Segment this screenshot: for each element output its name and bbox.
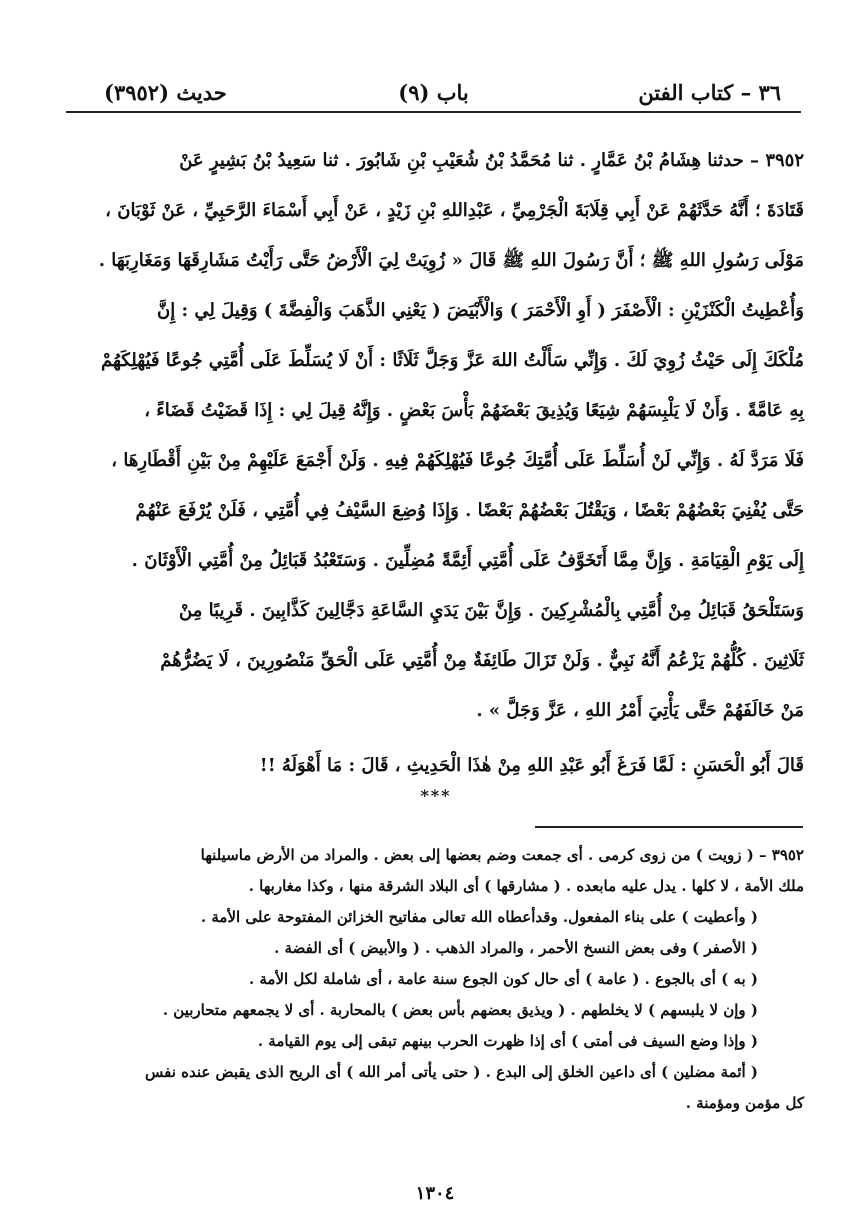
- footnote-line: ( وإذا وضع السيف فى أمتى ) أى إذا ظهرت الحرب بينهم تبقى إلى يوم القيامة .: [257, 1032, 758, 1050]
- narrator-comment: قَالَ أَبُو الْحَسَنِ : لَمَّا فَرَغَ أَبُو عَبْدِ اللهِ مِنْ هٰذَا الْحَدِيثِ ، قَالَ : مَا أَهْوَلَهُ !!: [259, 755, 804, 776]
- hadith-line: مُلْكَكَ إِلَى حَيْثُ زُوِيَ لَكَ . وَإِنِّي سَأَلْتُ اللهَ عَزَّ وَجَلَّ ثَلَاثًا : أَنْ لَا يُسَلِّطَ عَلَى أُمَّتِي جُوعًا فَيُهْلِكَهُمْ: [101, 350, 804, 371]
- footnote-line: كل مؤمن ومؤمنة .: [685, 1094, 804, 1112]
- hadith-line: حَتَّى يُفْنِيَ بَعْضُهُمْ بَعْضًا ، وَيَقْتُلَ بَعْضُهُمْ بَعْضًا . وَإِذَا وُضِعَ السَّيْفُ فِي أُمَّتِي ، فَلَنْ يُرْفَعَ عَنْهُمْ: [135, 500, 804, 521]
- page-number: ١٣٠٤: [415, 1183, 455, 1204]
- hadith-line: وَأُعْطِيتُ الْكَنْزَيْنِ : الْأَصْفَرَ ( أَوِ الْأَحْمَرَ ) وَالْأَبْيَضَ ( يَعْنِي الذَّهَبَ وَالْفِضَّةَ ) وَقِيلَ لِي : إِنَّ: [157, 300, 804, 321]
- hadith-line: ثَلَاثِينَ . كُلُّهُمْ يَزْعُمُ أَنَّهُ نَبِيٌّ . وَلَنْ تَزَالَ طَائِفَةٌ مِنْ أُمَّتِي عَلَى الْحَقِّ مَنْصُورِينَ ، لَا يَضُرُّهُمْ: [160, 650, 804, 671]
- footnote-line: ( به ) أى بالجوع . ( عامة ) أى حال كون الجوع سنة عامة ، أى شاملة لكل الأمة .: [248, 970, 758, 988]
- hadith-line: مَنْ خَالَفَهُمْ حَتَّى يَأْتِيَ أَمْرُ اللهِ ، عَزَّ وَجَلَّ » .: [476, 700, 804, 721]
- footnote-line: ( أئمة مضلين ) أى داعين الخلق إلى البدع . ( حتى يأتى أمر الله ) أى الريح الذى يقبض عنده نفس: [144, 1063, 758, 1081]
- footnotes: [76, 840, 804, 1119]
- footnote-line: ( وأعطيت ) على بناء المفعول. وقدأعطاه الله تعالى مفاتيح الخزائن المفتوحة على الأمة .: [200, 908, 758, 926]
- hadith-line: مَوْلَى رَسُولِ اللهِ ﷺ ؛ أَنَّ رَسُولَ اللهِ ﷺ قَالَ « زُوِيَتْ لِيَ الْأَرْضُ حَتَّى رَأَيْتُ مَشَارِقَهَا وَمَغَارِبَهَا .: [98, 250, 804, 271]
- hadith-text: [82, 136, 804, 736]
- footnote-line: ملك الأمة ، لا كلها . يدل عليه مابعده . ( مشارقها ) أى البلاد الشرقة منها ، وكذا مغاربها .: [248, 877, 804, 895]
- running-header: [66, 72, 801, 110]
- hadith-line: إِلَى يَوْمِ الْقِيَامَةِ . وَإِنَّ مِمَّا أَتَخَوَّفُ عَلَى أُمَّتِي أَئِمَّةً مُضِلِّينَ . وَسَتَعْبُدُ قَبَائِلُ مِنْ أُمَّتِي الْأَوْثَانَ .: [131, 550, 804, 571]
- hadith-line: وَسَتَلْحَقُ قَبَائِلُ مِنْ أُمَّتِي بِالْمُشْرِكِينَ . وَإِنَّ بَيْنَ يَدَيِ السَّاعَةِ دَجَّالِينَ كَذَّابِينَ . قَرِيبًا مِنْ: [179, 600, 804, 621]
- header-chapter: (٩) باب: [398, 80, 469, 105]
- footnote-line: ( وإن لا يلبسهم ) لا يخلطهم . ( ويذيق بعضهم بأس بعض ) بالمحاربة . أى لا يجمعهم متحاربين .: [162, 1001, 758, 1019]
- footnote-line: ( الأصفر ) وفى بعض النسخ الأحمر ، والمراد الذهب . ( والأبيض ) أى الفضة .: [274, 939, 758, 957]
- hadith-line: فَلَا مَرَدَّ لَهُ . وَإِنِّي لَنْ أُسَلِّطَ عَلَى أُمَّتِكَ جُوعًا فَيُهْلِكَهُمْ فِيهِ . وَلَنْ أَجْمَعَ عَلَيْهِمْ مِنْ بَيْنِ أَقْطَارِهَا ،: [111, 450, 804, 471]
- header-book-title: ٣٦ – كتاب الفتن: [638, 80, 781, 105]
- section-separator: ***: [420, 786, 452, 805]
- hadith-line: ٣٩٥٢ – حدثنا هِشَامُ بْنُ عَمَّارٍ . ثنا مُحَمَّدُ بْنُ شُعَيْبِ بْنِ شَابُورَ . ثنا سَعِيدُ بْنُ بَشِيرٍ عَنْ: [179, 150, 804, 171]
- hadith-number: ٣٩٥٢ –: [750, 150, 804, 171]
- hadith-line: بِهِ عَامَّةً . وَأَنْ لَا يَلْبِسَهُمْ شِيَعًا وَيُذِيقَ بَعْضَهُمْ بَأْسَ بَعْضٍ . وَإِنَّهُ قِيلَ لِي : إِذَا قَضَيْتُ قَضَاءً ،: [144, 400, 804, 421]
- header-rule: [66, 111, 801, 113]
- header-hadith-number: (٣٩٥٢) حديث: [104, 80, 227, 105]
- footnote-line: ٣٩٥٢ – ( زويت ) من زوى كرمى . أى جمعت وضم بعضها إلى بعض . والمراد من الأرض ماسيلنها: [200, 846, 804, 864]
- hadith-line: قَتَادَةَ ؛ أَنَّهُ حَدَّثَهُمْ عَنْ أَبِي قِلَابَةَ الْجَرْمِيِّ ، عَبْدِاللهِ بْنِ زَيْدٍ ، عَنْ أَبِي أَسْمَاءَ الرَّحَبِيِّ ، عَنْ ثَوْبَانَ ،: [105, 200, 804, 221]
- footnote-rule: [535, 826, 803, 828]
